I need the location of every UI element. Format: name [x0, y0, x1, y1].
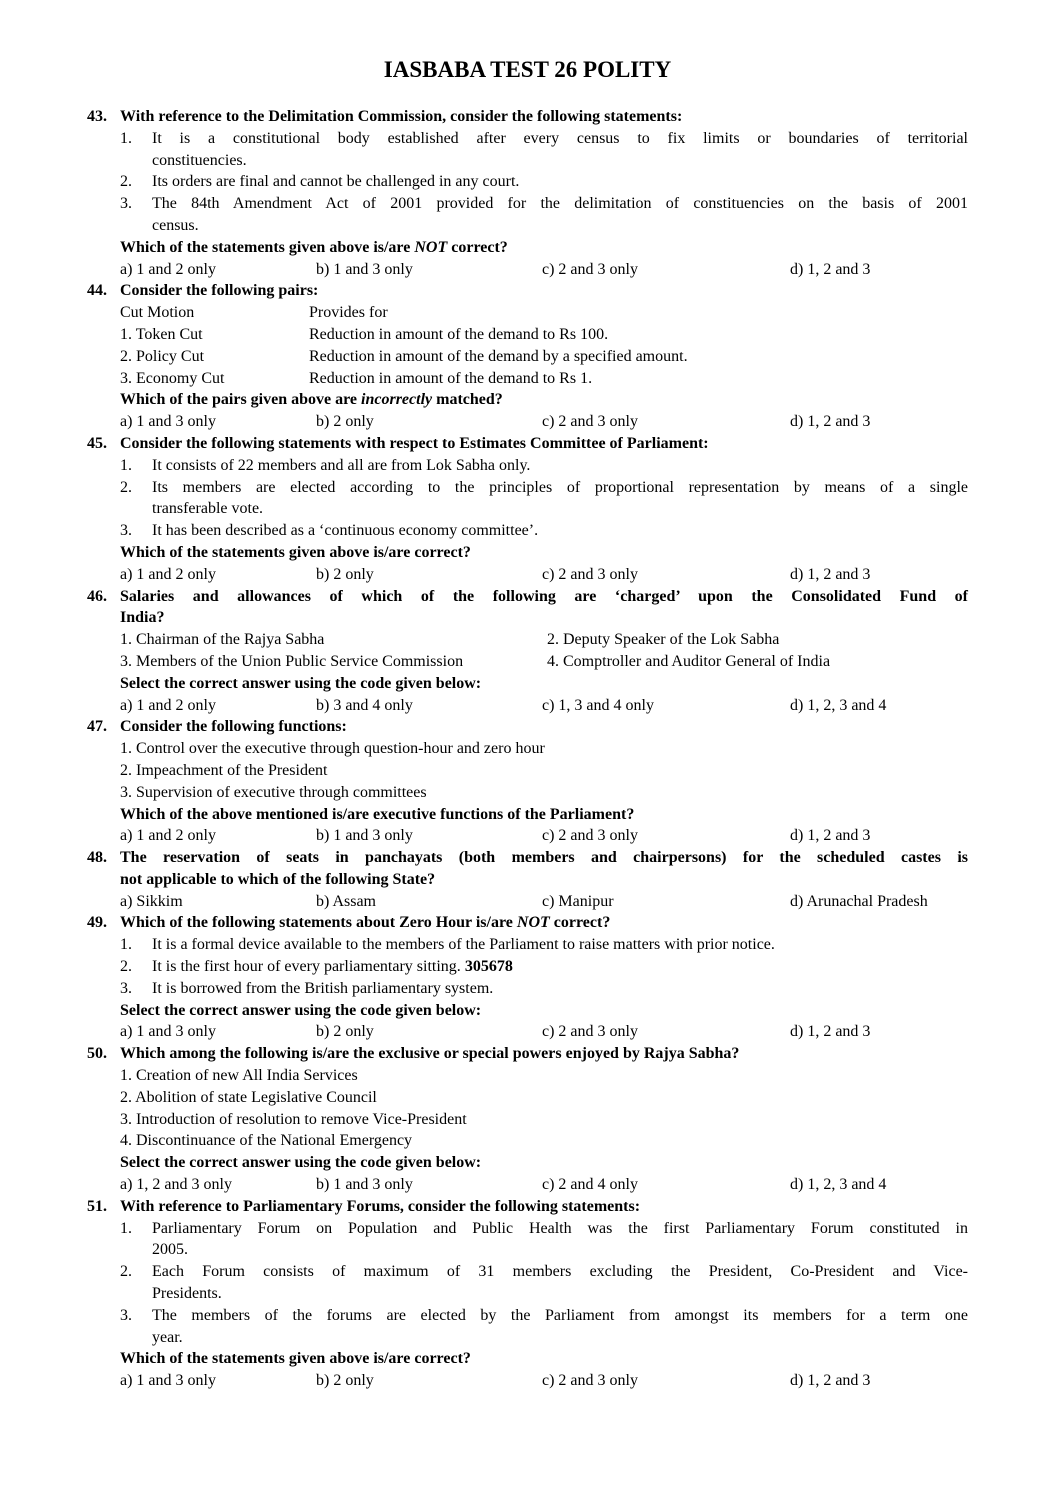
option-c: c) 1, 3 and 4 only	[542, 696, 654, 714]
statement-text: It consists of 22 members and all are from Lok Sabha only.	[152, 456, 531, 474]
list-item-4: 4. Discontinuance of the National Emergency	[120, 1132, 413, 1150]
option-a: a) 1 and 2 only	[120, 260, 216, 278]
statement-number: 1.	[120, 936, 132, 954]
question-lead: Which of the statements given above is/are correct?	[120, 543, 471, 561]
pair-col1: Cut Motion	[120, 304, 195, 322]
item-1: 1. Chairman of the Rajya Sabha	[120, 631, 325, 649]
option-d: d) 1, 2 and 3	[790, 260, 871, 278]
statement-text: Its orders are final and cannot be challenged in any court.	[152, 173, 520, 191]
emphasis: incorrectly	[361, 391, 433, 409]
option-d: d) 1, 2, 3 and 4	[790, 696, 887, 714]
question-lead: Select the correct answer using the code given below:	[120, 1001, 482, 1019]
pair-row-2	[120, 346, 968, 368]
option-b: b) 1 and 3 only	[316, 827, 413, 845]
statement-1	[120, 455, 968, 477]
question-number: 47.	[87, 718, 107, 736]
question-48	[87, 847, 968, 912]
list-item-2: 2. Abolition of state Legislative Council	[120, 1088, 377, 1106]
item-3: 3. Members of the Union Public Service Commission	[120, 652, 464, 670]
question-lead: Which of the statements given above is/are correct?	[120, 1350, 471, 1368]
option-b: b) 2 only	[316, 1023, 374, 1041]
list-item-1: 1. Control over the executive through question-hour and zero hour	[120, 740, 545, 758]
options-row	[120, 695, 968, 717]
options-row	[120, 259, 968, 281]
option-c: c) 2 and 4 only	[542, 1176, 638, 1194]
question-43	[87, 106, 968, 280]
statement-number: 3.	[120, 522, 132, 540]
question-header: Salaries and allowances of which of the following are ‘charged’ upon the Consolidated Fund of India?	[120, 587, 968, 627]
pair-col2: Reduction in amount of the demand by a specified amount.	[309, 347, 688, 365]
statement-text: It is the first hour of every parliamentary sitting. 305678	[152, 958, 513, 976]
bold-number: 305678	[464, 958, 513, 976]
question-header: Consider the following functions:	[120, 718, 347, 736]
option-d: d) 1, 2 and 3	[790, 413, 871, 431]
emphasis: NOT	[414, 238, 448, 256]
item-4: 4. Comptroller and Auditor General of India	[547, 652, 831, 670]
statement-1	[120, 1218, 968, 1262]
pair-col2: Reduction in amount of the demand to Rs 1.	[309, 369, 593, 387]
statement-number: 3.	[120, 979, 132, 997]
question-number: 49.	[87, 914, 107, 932]
option-c: c) 2 and 3 only	[542, 1372, 638, 1390]
statement-text: It is a constitutional body established after every census to fix limits or boundaries of territorial constituencies.	[152, 129, 968, 169]
pair-row-1	[120, 324, 968, 346]
option-a: a) 1 and 3 only	[120, 413, 216, 431]
options-row	[120, 891, 968, 913]
statement-number: 1.	[120, 456, 132, 474]
question-header: With reference to Parliamentary Forums, consider the following statements:	[120, 1197, 641, 1215]
option-a: a) 1 and 3 only	[120, 1372, 216, 1390]
option-d: d) 1, 2, 3 and 4	[790, 1176, 887, 1194]
question-header: Consider the following pairs:	[120, 282, 319, 300]
question-49	[87, 912, 968, 1043]
option-c: c) Manipur	[542, 892, 614, 910]
option-b: b) 2 only	[316, 413, 374, 431]
statement-2	[120, 956, 968, 978]
question-number: 50.	[87, 1045, 107, 1063]
options-row	[120, 1174, 968, 1196]
option-c: c) 2 and 3 only	[542, 565, 638, 583]
statement-number: 3.	[120, 1306, 132, 1324]
statement-text: Each Forum consists of maximum of 31 members excluding the President, Co-President and Vice- Presidents.	[152, 1263, 968, 1303]
option-d: d) Arunachal Pradesh	[790, 892, 928, 910]
question-50	[87, 1043, 968, 1196]
question-header: Which of the following statements about Zero Hour is/are NOT correct?	[120, 914, 611, 932]
question-number: 48.	[87, 849, 107, 867]
statement-number: 3.	[120, 195, 132, 213]
options-row	[120, 411, 968, 433]
twocol-row-2	[120, 651, 968, 673]
statement-number: 2.	[120, 958, 132, 976]
emphasis: NOT	[516, 914, 550, 932]
question-number: 51.	[87, 1197, 107, 1215]
options-row	[120, 825, 968, 847]
statement-number: 1.	[120, 129, 132, 147]
statement-3	[120, 520, 968, 542]
pair-col1: 3. Economy Cut	[120, 369, 225, 387]
statement-text: The 84th Amendment Act of 2001 provided for the delimitation of constituencies on the basis of 2001 census.	[152, 195, 968, 234]
option-a: a) Sikkim	[120, 892, 183, 910]
question-lead: Select the correct answer using the code given below:	[120, 674, 482, 692]
pair-col1: 1. Token Cut	[120, 325, 203, 343]
option-c: c) 2 and 3 only	[542, 260, 638, 278]
statement-text: It has been described as a ‘continuous economy committee’.	[152, 522, 539, 540]
statement-number: 2.	[120, 173, 132, 191]
question-header: With reference to the Delimitation Commission, consider the following statements:	[120, 108, 683, 125]
statement-2	[120, 477, 968, 521]
option-a: a) 1, 2 and 3 only	[120, 1176, 232, 1194]
twocol-row-1	[120, 629, 968, 651]
statement-text: Its members are elected according to the principles of proportional representation by means of a single transferable vote.	[152, 478, 968, 518]
option-a: a) 1 and 3 only	[120, 1023, 216, 1041]
question-lead: Which of the pairs given above are incorrectly matched?	[120, 391, 503, 409]
question-number: 45.	[87, 434, 107, 452]
statement-2	[120, 1261, 968, 1305]
option-d: d) 1, 2 and 3	[790, 1372, 871, 1390]
option-b: b) 2 only	[316, 565, 374, 583]
statement-number: 2.	[120, 1263, 132, 1281]
statement-text: It is borrowed from the British parliamentary system.	[152, 979, 494, 997]
option-b: b) 2 only	[316, 1372, 374, 1390]
list-item-3: 3. Supervision of executive through committees	[120, 783, 427, 801]
statement-3	[120, 978, 968, 1000]
option-c: c) 2 and 3 only	[542, 1023, 638, 1041]
option-b: b) 1 and 3 only	[316, 260, 413, 278]
statement-text: It is a formal device available to the members of the Parliament to raise matters with prior notice.	[152, 936, 775, 954]
question-46	[87, 586, 968, 717]
question-number: 43.	[87, 108, 107, 125]
option-b: b) Assam	[316, 892, 376, 910]
question-lead: Which of the above mentioned is/are executive functions of the Parliament?	[120, 805, 635, 823]
option-d: d) 1, 2 and 3	[790, 827, 871, 845]
statement-2	[120, 171, 968, 193]
list-item-3: 3. Introduction of resolution to remove Vice-President	[120, 1110, 467, 1128]
option-b: b) 1 and 3 only	[316, 1176, 413, 1194]
pair-row-header	[120, 302, 968, 324]
options-row	[120, 1021, 968, 1043]
statement-3	[120, 193, 968, 237]
question-header: Which among the following is/are the exclusive or special powers enjoyed by Rajya Sabha?	[120, 1045, 740, 1063]
question-number: 44.	[87, 282, 107, 300]
statement-number: 1.	[120, 1219, 132, 1237]
list-item-2: 2. Impeachment of the President	[120, 761, 328, 779]
option-d: d) 1, 2 and 3	[790, 1023, 871, 1041]
question-51	[87, 1196, 968, 1392]
pair-row-3	[120, 368, 968, 390]
option-a: a) 1 and 2 only	[120, 827, 216, 845]
statement-text: Parliamentary Forum on Population and Public Health was the first Parliamentary Forum constituted in 2005.	[152, 1219, 968, 1259]
list-item-1: 1. Creation of new All India Services	[120, 1067, 358, 1085]
statement-3	[120, 1305, 968, 1349]
pair-col2: Provides for	[309, 304, 388, 322]
statement-1	[120, 934, 968, 956]
option-d: d) 1, 2 and 3	[790, 565, 871, 583]
question-header: Consider the following statements with respect to Estimates Committee of Parliament:	[120, 434, 709, 452]
option-c: c) 2 and 3 only	[542, 827, 638, 845]
options-row	[120, 1370, 968, 1392]
item-2: 2. Deputy Speaker of the Lok Sabha	[547, 631, 780, 649]
question-number: 46.	[87, 587, 107, 605]
statement-1	[120, 128, 968, 172]
statement-number: 2.	[120, 478, 132, 496]
page-title: IASBABA TEST 26 POLITY	[383, 57, 672, 82]
question-44	[87, 280, 968, 433]
question-lead: Select the correct answer using the code given below:	[120, 1154, 482, 1172]
question-header: The reservation of seats in panchayats (both members and chairpersons) for the scheduled castes is not applicable to which of the following State?	[120, 849, 968, 888]
option-a: a) 1 and 2 only	[120, 565, 216, 583]
options-row	[120, 564, 968, 586]
option-b: b) 3 and 4 only	[316, 696, 413, 714]
question-47	[87, 716, 968, 847]
statement-text: The members of the forums are elected by the Parliament from amongst its members for a term one year.	[152, 1306, 968, 1346]
pair-col1: 2. Policy Cut	[120, 347, 205, 365]
option-c: c) 2 and 3 only	[542, 413, 638, 431]
option-a: a) 1 and 2 only	[120, 696, 216, 714]
question-45	[87, 433, 968, 586]
question-lead: Which of the statements given above is/are NOT correct?	[120, 238, 508, 256]
pair-col2: Reduction in amount of the demand to Rs 100.	[309, 325, 609, 343]
